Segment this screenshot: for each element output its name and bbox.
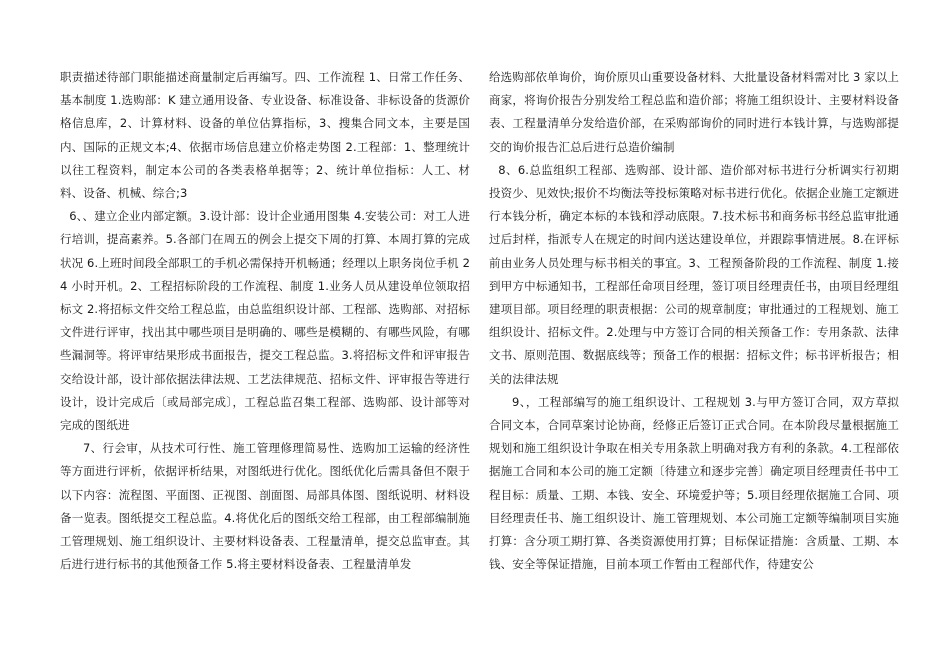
paragraph: 8、6.总监组织工程部、选购部、设计部、造价部对标书进行分析调实行初期投资少、见效快;报价不均衡法等投标策略对标书进行优化。依据企业施工定额进行本钱分析，确定本标的本钱和浮动底限。7.技术标书和商务标书经总监审批通过后封样，指派专人在规定的时间内送达建设单位，并跟踪事情进展。8.在评标前由业务人员处理与标书相关的事宜。3、工程预备阶段的工作流程、制度 1.接到甲方中标通知书，工程部任命项目经理，签订项目经理责任书，由项目经理组建项目部。项目经理的职责根据：公司的规章制度；审批通过的工程规划、施工组织设计、招标文件。2.处理与中方签订合同的相关预备工作：专用条款、法律文书、原则范围、数据底线等；预备工作的根据：招标文件；标书评析报告；相关的法律法规 — [489, 162, 899, 386]
right-text-column — [489, 66, 899, 576]
paragraph: 给选购部依单询价，询价原贝山重要设备材料、大批量设备材料需对比 3 家以上商家，将询价报告分别发给工程总监和造价部；将施工组织设计、主要材料设备表、工程量清单分发给造价部，在采购部询价的同时进行本钱计算，与选购部提交的询价报告汇总后进行总造价编制 — [489, 70, 899, 154]
paragraph: 7、行会审，从技术可行性、施工管理修理简易性、选购加工运输的经济性等方面进行评析，依据评析结果，对图纸进行优化。图纸优化后需具备但不限于以下内容：流程图、平面图、正视图、剖面图、局部具体图、图纸说明、材料设备一览表。图纸提交工程总监。4.将优化后的图纸交给工程部，由工程部编制施工管理规划、施工组织设计、主要材料设备表、工程量清单，提交总监审查。其后进行进行标书的其他预备工作 5.将主要材料设备表、工程量清单发 — [60, 441, 470, 572]
paragraph: 6、、建立企业内部定额。3.设计部：设计企业通用图集 4.安装公司：对工人进行培训，提高素养。5.各部门在周五的例会上提交下周的打算、本周打算的完成状况 6.上班时间段全部职工的手机必需保持开机畅通；经理以上职务岗位手机 24 小时开机。2、工程招标阶段的工作流程、制度 1.业务人员从建设单位领取招标文 2.将招标文件交给工程总监，由总监组织设计部、工程部、选购部、对招标文件进行评审，找出其中哪些项目是明确的、哪些是模糊的、有哪些风险，有哪些漏洞等。将评审结果形成书面报告，提交工程总监。3.将招标文件和评审报告交给设计部，设计部依据法律法规、工艺法律规范、招标文件、评审报告等进行设计，设计完成后〔或局部完成〕，工程总监召集工程部、选购部、设计部等对完成的图纸进 — [60, 209, 470, 433]
left-text-column — [60, 66, 470, 576]
paragraph: 9、，工程部编写的施工组织设计、工程规划 3.与甲方签订合同，双方草拟合同文本，合同草案讨论协商，经修正后签订正式合同。在本阶段尽量根据施工规划和施工组织设计争取在相关专用条款上明确对我方有利的条款。4.工程部依据施工合同和本公司的施工定额〔待建立和逐步完善〕确定项目经理责任书中工程目标：质量、工期、本钱、安全、环境爱护等；5.项目经理依据施工合同、项目经理责任书、施工组织设计、施工管理规划、本公司施工定额等编制项目实施打算：含分项工期打算、各类资源使用打算；目标保证措施：含质量、工期、本钱、安全等保证措施，目前本项工作暂由工程部代作，待建安公 — [489, 394, 899, 572]
paragraph: 职责描述待部门职能描述商量制定后再编写。四、工作流程 1、日常工作任务、基本制度 1.选购部：K 建立通用设备、专业设备、标准设备、非标设备的货源价格信息库，2、计算材料、设备的单位估算指标，3、搜集合同文本，主要是国内、国际的正规文本;4、依据市场信息建立价格走势图 2.工程部：1、整理统计以往工程资料，制定本公司的各类表格单据等；2、统计单位指标：人工、材料、设备、机械、综合;3 — [60, 70, 470, 201]
